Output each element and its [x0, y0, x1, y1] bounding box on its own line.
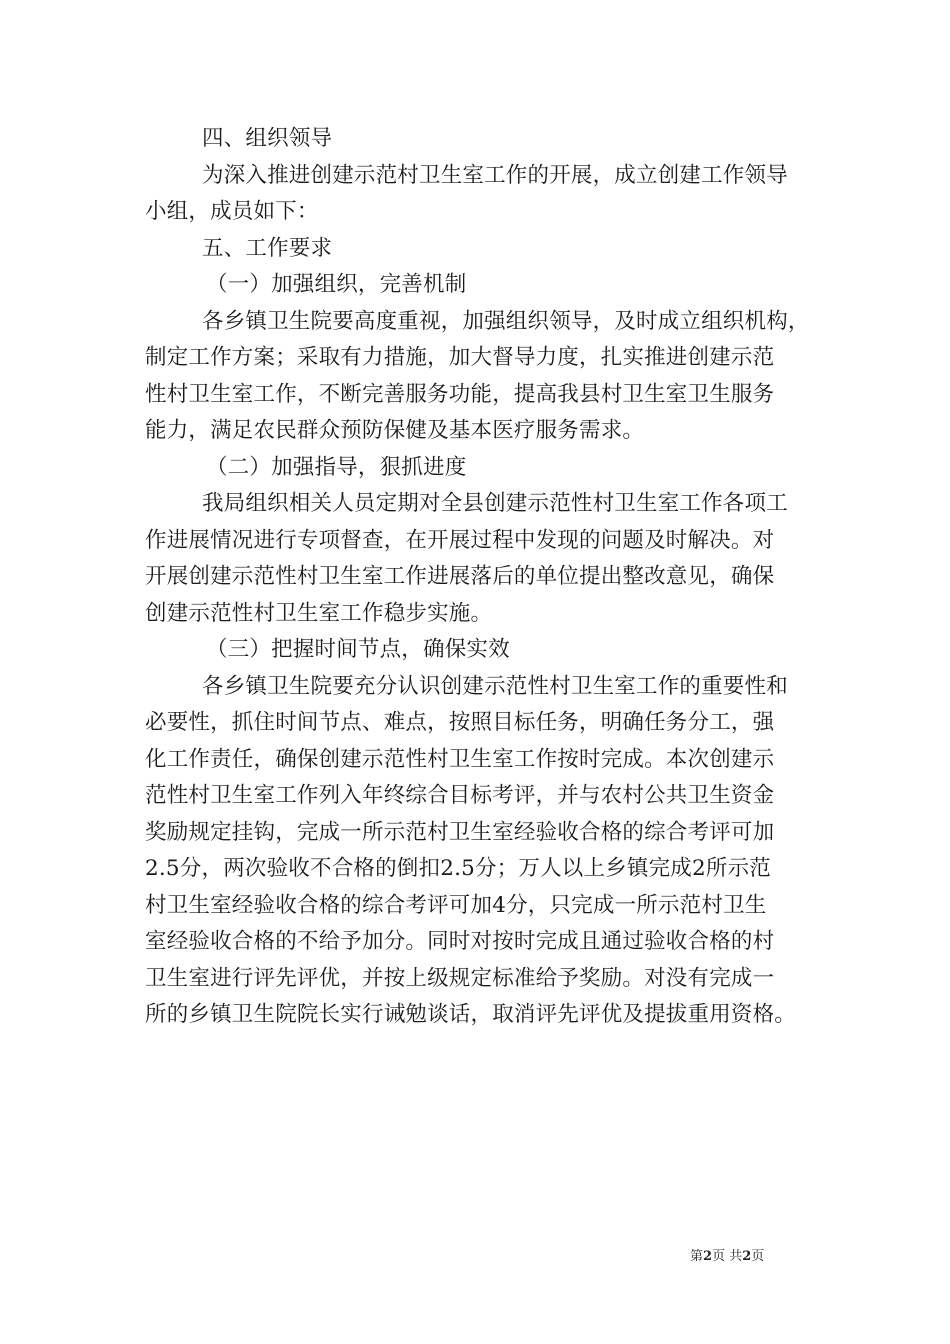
paragraph-line: 为深入推进创建示范村卫生室工作的开展，成立创建工作领导: [202, 162, 788, 188]
paragraph-line: 制定工作方案；采取有力措施，加大督导力度，扎实推进创建示范: [145, 345, 775, 370]
subheading-strengthen-organization: （一）加强组织，完善机制: [206, 272, 467, 297]
paragraph-line: 范性村卫生室工作列入年终综合目标考评，并与农村公共卫生资金: [145, 783, 775, 808]
total-pages-number: 2: [742, 1249, 752, 1264]
paragraph-line: 能力，满足农民群众预防保健及基本医疗服务需求。: [145, 418, 645, 443]
footer-middle: 页 共: [712, 1249, 743, 1264]
paragraph-line: 开展创建示范性村卫生室工作进展落后的单位提出整改意见，确保: [145, 564, 775, 589]
paragraph-line: 必要性，抓住时间节点、难点，按照目标任务，明确任务分工，强: [145, 710, 775, 735]
subheading-time-nodes: （三）把握时间节点，确保实效: [206, 637, 510, 662]
heading-work-requirements: 五、工作要求: [202, 235, 333, 261]
paragraph-line: 村卫生室经验收合格的综合考评可加4分，只完成一所示范村卫生: [145, 892, 767, 918]
paragraph-line: 室经验收合格的不给予加分。同时对按时完成且通过验收合格的村: [145, 929, 775, 954]
paragraph-line: 各乡镇卫生院要高度重视，加强组织领导，及时成立组织机构，: [202, 308, 810, 334]
current-page-number: 2: [703, 1249, 713, 1264]
paragraph-line: 卫生室进行评先评优，并按上级规定标准给予奖励。对没有完成一: [145, 965, 775, 991]
paragraph-line: 化工作责任，确保创建示范性村卫生室工作按时完成。本次创建示: [145, 746, 775, 772]
heading-organization-leadership: 四、组织领导: [202, 126, 333, 151]
subheading-strengthen-guidance: （二）加强指导，狠抓进度: [206, 454, 467, 480]
paragraph-line: 小组，成员如下：: [145, 199, 319, 224]
paragraph-line: 我局组织相关人员定期对全县创建示范性村卫生室工作各项工: [202, 491, 788, 516]
footer-suffix: 页: [751, 1249, 765, 1264]
paragraph-line: 奖励规定挂钩，完成一所示范村卫生室经验收合格的综合考评可加: [145, 819, 775, 845]
paragraph-line: 创建示范性村卫生室工作稳步实施。: [145, 600, 493, 626]
paragraph-line: 各乡镇卫生院要充分认识创建示范性村卫生室工作的重要性和: [202, 673, 788, 699]
paragraph-line: 所的乡镇卫生院院长实行诫勉谈话，取消评先评优及提拔重用资格。: [145, 1002, 797, 1027]
paragraph-line: 作进展情况进行专项督查，在开展过程中发现的问题及时解决。对: [145, 527, 775, 553]
footer-prefix: 第: [690, 1249, 704, 1264]
paragraph-line: 2.5分，两次验收不合格的倒扣2.5分；万人以上乡镇完成2所示范: [145, 856, 771, 881]
page-footer: [690, 1248, 764, 1266]
paragraph-line: 性村卫生室工作，不断完善服务功能，提高我县村卫生室卫生服务: [145, 381, 775, 407]
document-body: [145, 121, 825, 1034]
